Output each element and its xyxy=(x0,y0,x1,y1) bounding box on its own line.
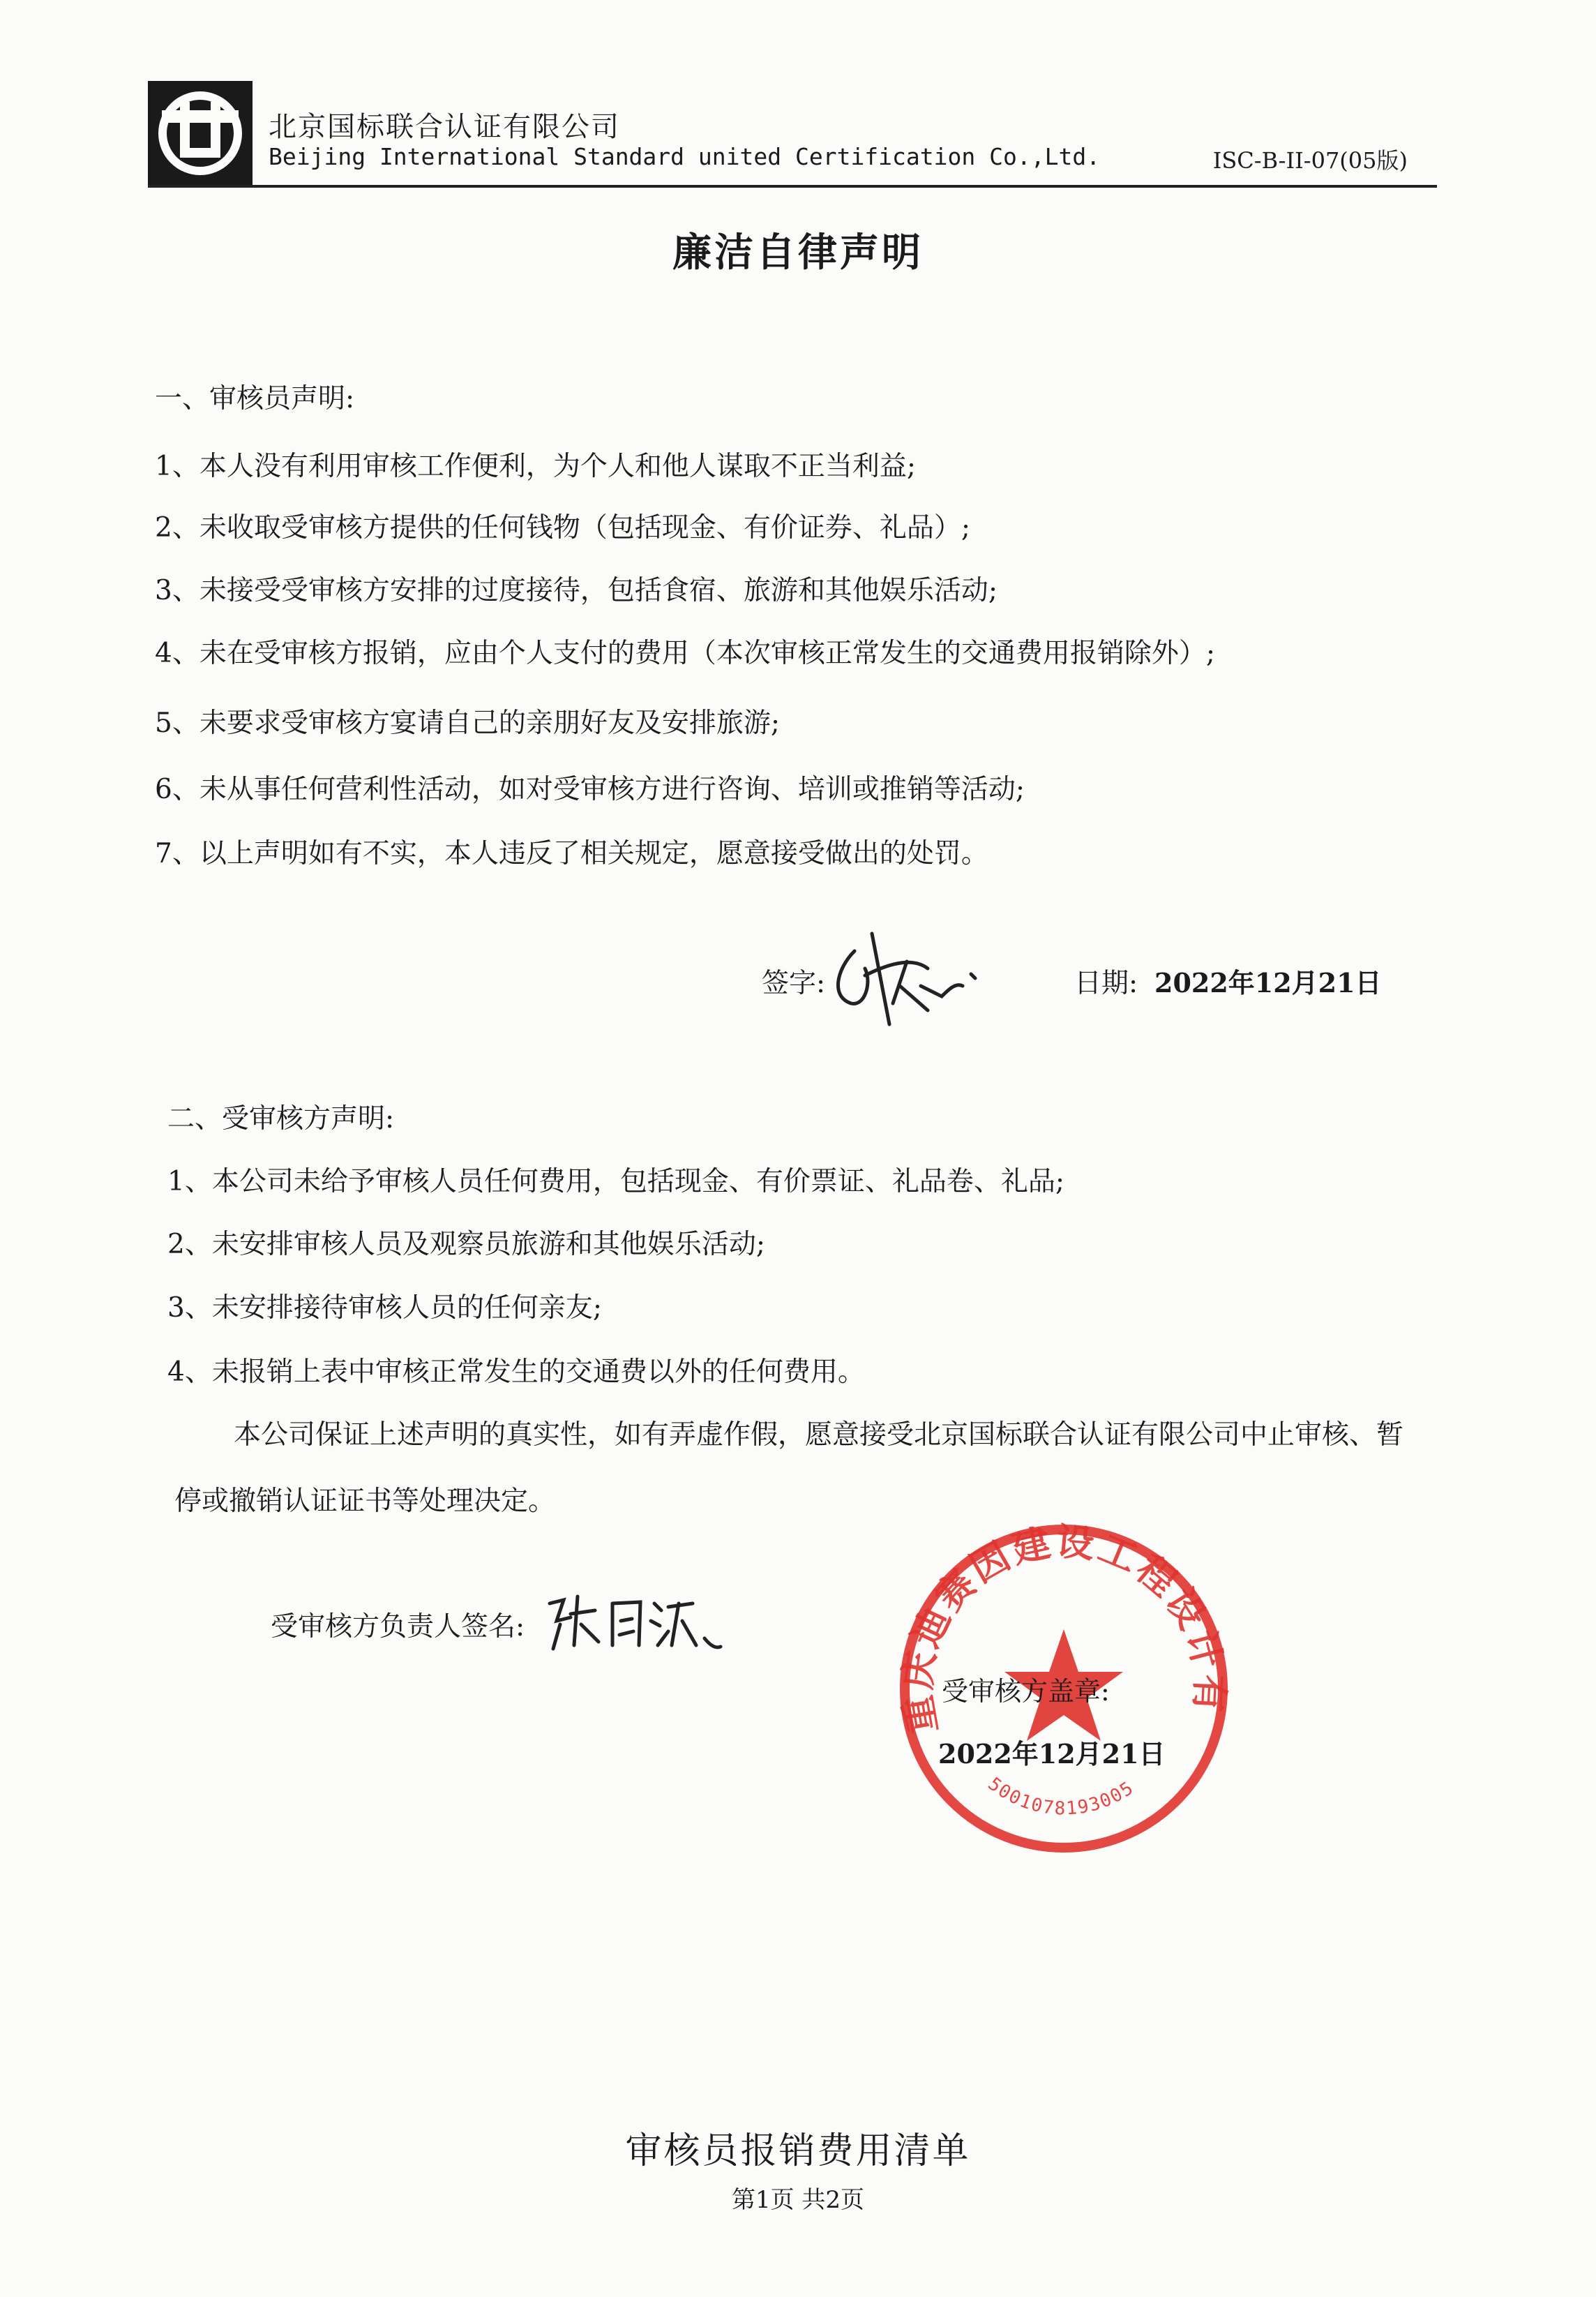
auditor-date-label: 日期: xyxy=(1074,968,1138,999)
responsible-signature-label: 受审核方负责人签名: xyxy=(271,1611,525,1643)
auditee-section-heading: 二、受审核方声明: xyxy=(167,1103,395,1135)
page-number: 第1页 共2页 xyxy=(731,2186,865,2214)
stamp-date: 2022年12月21日 xyxy=(938,1738,1166,1769)
auditor-item-7: 7、以上声明如有不实，本人违反了相关规定，愿意接受做出的处罚。 xyxy=(155,838,988,869)
footer-title: 审核员报销费用清单 xyxy=(625,2130,971,2172)
auditor-item-2: 2、未收取受审核方提供的任何钱物（包括现金、有价证券、礼品）; xyxy=(155,512,970,544)
auditor-item-6: 6、未从事任何营利性活动，如对受审核方进行咨询、培训或推销等活动; xyxy=(155,774,1025,805)
auditor-item-4: 4、未在受审核方报销，应由个人支付的费用（本次审核正常发生的交通费用报销除外）; xyxy=(155,638,1215,669)
auditor-signature xyxy=(823,920,984,1038)
seal-number-text: 5001078193005 xyxy=(984,1773,1138,1820)
company-logo xyxy=(148,81,253,186)
auditor-date: 2022年12月21日 xyxy=(1154,967,1382,998)
auditee-item-3: 3、未安排接待审核人员的任何亲友; xyxy=(167,1292,602,1324)
document-title: 廉洁自律声明 xyxy=(672,230,924,276)
auditor-item-1: 1、本人没有利用审核工作便利，为个人和他人谋取不正当利益; xyxy=(155,451,916,482)
stamp-label: 受审核方盖章: xyxy=(942,1676,1110,1707)
auditee-item-4: 4、未报销上表中审核正常发生的交通费以外的任何费用。 xyxy=(167,1356,865,1388)
form-code: ISC-B-II-07(05版) xyxy=(1212,147,1408,174)
responsible-signature xyxy=(543,1583,724,1659)
auditor-section-heading: 一、审核员声明: xyxy=(155,383,355,414)
auditee-item-2: 2、未安排审核人员及观察员旅游和其他娱乐活动; xyxy=(167,1229,765,1260)
guarantee-line-1: 本公司保证上述声明的真实性，如有弄虚作假，愿意接受北京国标联合认证有限公司中止审核、暂 xyxy=(234,1419,1404,1451)
auditor-signature-label: 签字: xyxy=(762,968,826,999)
auditor-item-3: 3、未接受受审核方安排的过度接待，包括食宿、旅游和其他娱乐活动; xyxy=(155,575,998,606)
company-name-cn: 北京国标联合认证有限公司 xyxy=(269,111,620,143)
header-divider xyxy=(148,185,1437,188)
auditee-item-1: 1、本公司未给予审核人员任何费用，包括现金、有价票证、礼品卷、礼品; xyxy=(167,1166,1064,1197)
svg-text:5001078193005 xyxy=(984,1774,1138,1820)
guarantee-line-2: 停或撤销认证证书等处理决定。 xyxy=(174,1486,556,1517)
auditor-item-5: 5、未要求受审核方宴请自己的亲朋好友及安排旅游; xyxy=(155,708,780,739)
seal-company-text: 重庆迪赛因建设工程设计有 xyxy=(895,1519,1233,1737)
company-name-en: Beijing International Standard united Certification Co.,Ltd. xyxy=(269,143,1101,170)
